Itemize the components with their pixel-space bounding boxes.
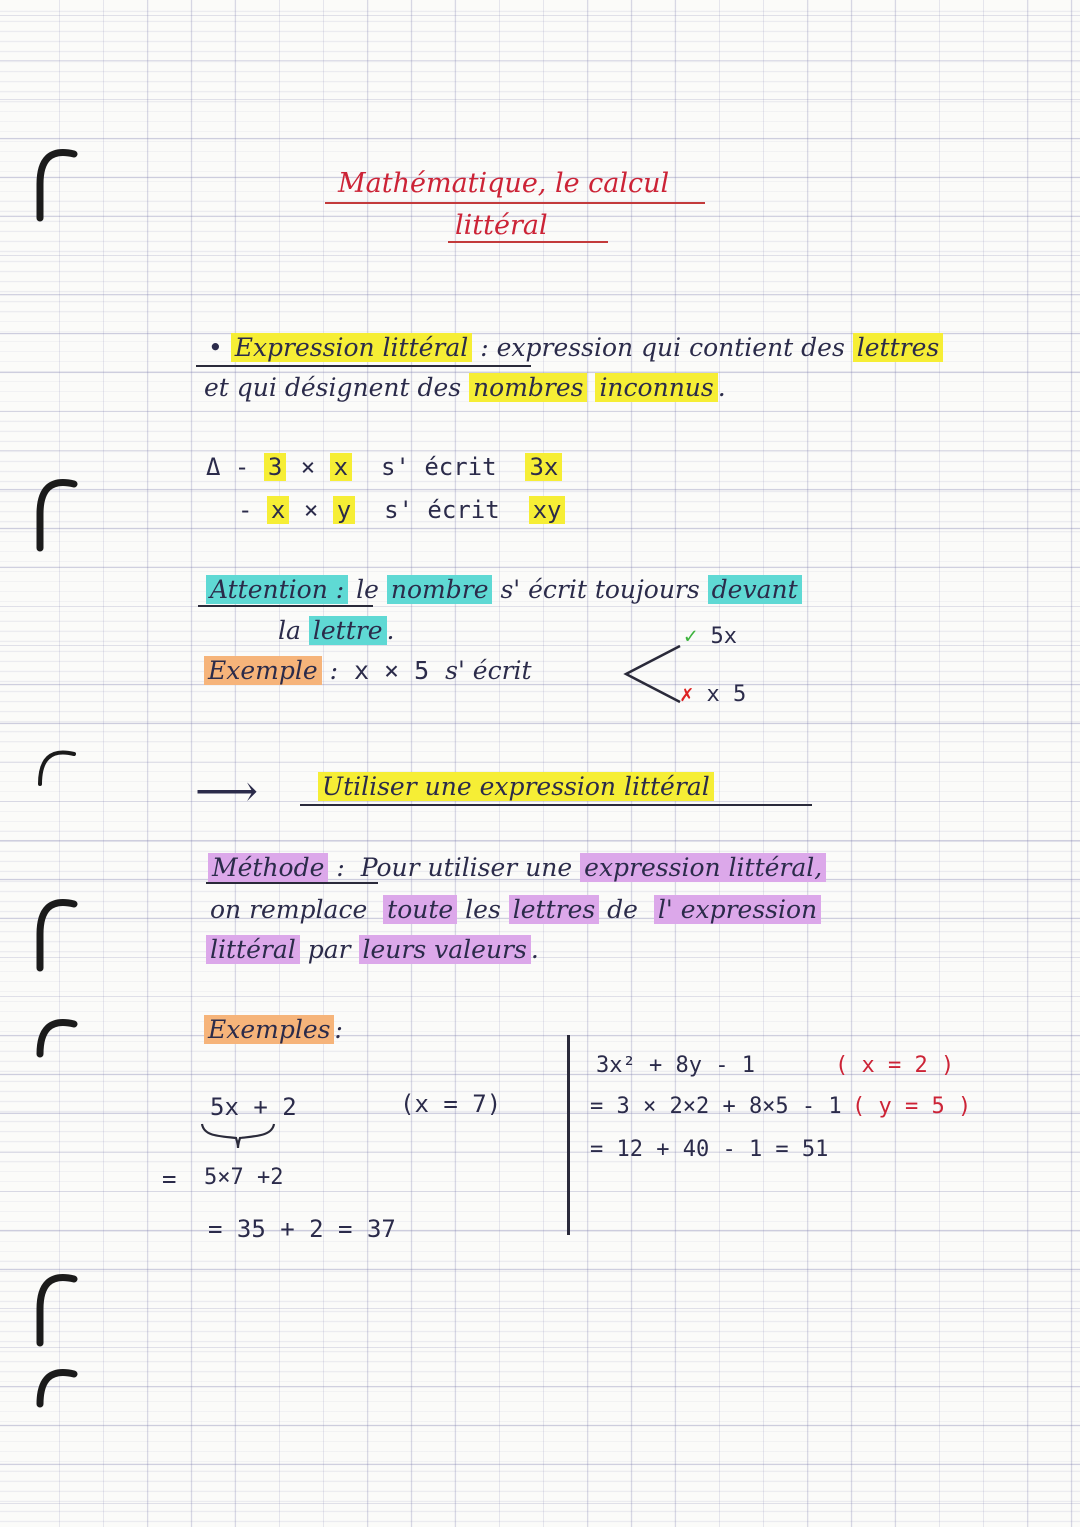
colon: :: [334, 1015, 343, 1044]
writes-text: s' écrit: [384, 496, 500, 524]
binder-hole-icon: [30, 1360, 78, 1450]
binder-holes: [0, 0, 90, 1527]
highlight-lettres: lettres: [509, 895, 599, 924]
binder-hole-icon: [30, 470, 78, 560]
notation-row1: [206, 453, 562, 481]
highlight-toute: toute: [383, 895, 457, 924]
definition-line1: [208, 333, 943, 362]
methode-text: de: [607, 895, 638, 924]
highlight-valeurs: leurs valeurs: [359, 935, 531, 964]
colon: :: [329, 656, 339, 685]
notation-result: 3x: [525, 453, 562, 481]
title-underline: [325, 202, 705, 204]
attention-text: s' écrit toujours: [500, 575, 700, 604]
notation-row2: [238, 496, 565, 524]
definition-line2: [204, 373, 726, 402]
colon: :: [336, 853, 345, 882]
methode-text: on remplace: [210, 895, 368, 924]
attention-underline: [198, 605, 373, 607]
notation-letter: x: [330, 453, 352, 481]
dash: -: [238, 496, 253, 524]
title-underline: [448, 241, 608, 243]
right-example-condition-x: ( x = 2 ): [835, 1053, 955, 1078]
definition-term: Expression littéral: [231, 333, 473, 362]
examples-label: Exemples: [204, 1015, 334, 1044]
methode-label: Méthode: [208, 853, 328, 882]
delta-icon: Δ -: [206, 453, 250, 481]
left-example-expression: 5x + 2: [210, 1093, 297, 1121]
highlight-litteral: littéral: [206, 935, 300, 964]
right-example-step1: = 3 × 2×2 + 8×5 - 1: [590, 1094, 842, 1119]
brace-icon: [198, 1120, 278, 1150]
check-icon: ✓: [684, 624, 698, 649]
methode-line2: [210, 895, 821, 924]
example-expression: x × 5: [353, 656, 430, 685]
methode-text: Pour utiliser une: [360, 853, 573, 882]
bullet: •: [208, 333, 223, 362]
notation-result: xy: [529, 496, 566, 524]
definition-text: expression qui contient des: [496, 333, 845, 362]
section-title: [318, 772, 714, 801]
arrow-icon: ⟶: [195, 766, 259, 817]
definition-text: et qui désignent des: [204, 373, 462, 402]
times-sign: ×: [300, 453, 316, 481]
highlight-expression: expression littéral,: [580, 853, 826, 882]
writes-text: s' écrit: [445, 656, 532, 685]
methode-line3: [206, 935, 539, 964]
period: .: [386, 616, 395, 645]
highlight-devant: devant: [708, 575, 802, 604]
methode-line1: [208, 853, 826, 882]
wrong-text: x 5: [706, 682, 747, 707]
left-example-condition: (x = 7): [400, 1090, 502, 1118]
times-sign: ×: [303, 496, 319, 524]
methode-text: par: [307, 935, 351, 964]
highlight-nombres: nombres: [469, 373, 587, 402]
attention-line1: [206, 575, 802, 604]
methode-underline: [206, 882, 378, 884]
left-example-step2: = 35 + 2 = 37: [208, 1215, 396, 1243]
highlight-inconnus: inconnus: [595, 373, 717, 402]
page-title-line2: littéral: [455, 210, 548, 241]
attention-text: la: [278, 616, 301, 645]
binder-hole-icon: [30, 740, 78, 830]
notation-factor: 3: [264, 453, 286, 481]
writes-text: s' écrit: [380, 453, 497, 481]
right-example-condition-y: ( y = 5 ): [852, 1094, 972, 1119]
section-title-text: Utiliser une expression littéral: [318, 772, 714, 801]
cross-icon: ✗: [680, 682, 694, 707]
highlight-l-expression: l' expression: [654, 895, 821, 924]
section-underline: [300, 804, 812, 806]
period: .: [717, 373, 726, 402]
binder-hole-icon: [30, 890, 78, 980]
binder-hole-icon: [30, 1010, 78, 1100]
colon: :: [480, 333, 489, 362]
right-example-expression: 3x² + 8y - 1: [596, 1053, 755, 1078]
highlight-lettre: lettre: [309, 616, 387, 645]
attention-text: le: [356, 575, 379, 604]
correct-text: 5x: [710, 624, 737, 649]
notation-letter: y: [333, 496, 355, 524]
correct-form: [684, 624, 737, 649]
divider: [567, 1035, 570, 1235]
left-equals: =: [162, 1165, 177, 1193]
binder-hole-icon: [30, 140, 78, 230]
left-example-step1: 5×7 +2: [204, 1165, 284, 1190]
example-line: [204, 656, 532, 685]
right-example-step2: = 12 + 40 - 1 = 51: [590, 1137, 829, 1162]
example-label: Exemple: [204, 656, 322, 685]
bracket-icon: [618, 640, 688, 710]
methode-text: les: [465, 895, 501, 924]
attention-label: Attention :: [206, 575, 348, 604]
examples-heading: [204, 1015, 343, 1044]
highlight-lettres: lettres: [853, 333, 943, 362]
wrong-form: [680, 682, 746, 707]
highlight-nombre: nombre: [387, 575, 493, 604]
attention-line2: [278, 616, 394, 645]
binder-hole-icon: [30, 1265, 78, 1355]
period: .: [530, 935, 539, 964]
notation-letter: x: [267, 496, 289, 524]
page-title-line1: Mathématique, le calcul: [338, 168, 670, 199]
definition-underline: [196, 365, 531, 367]
